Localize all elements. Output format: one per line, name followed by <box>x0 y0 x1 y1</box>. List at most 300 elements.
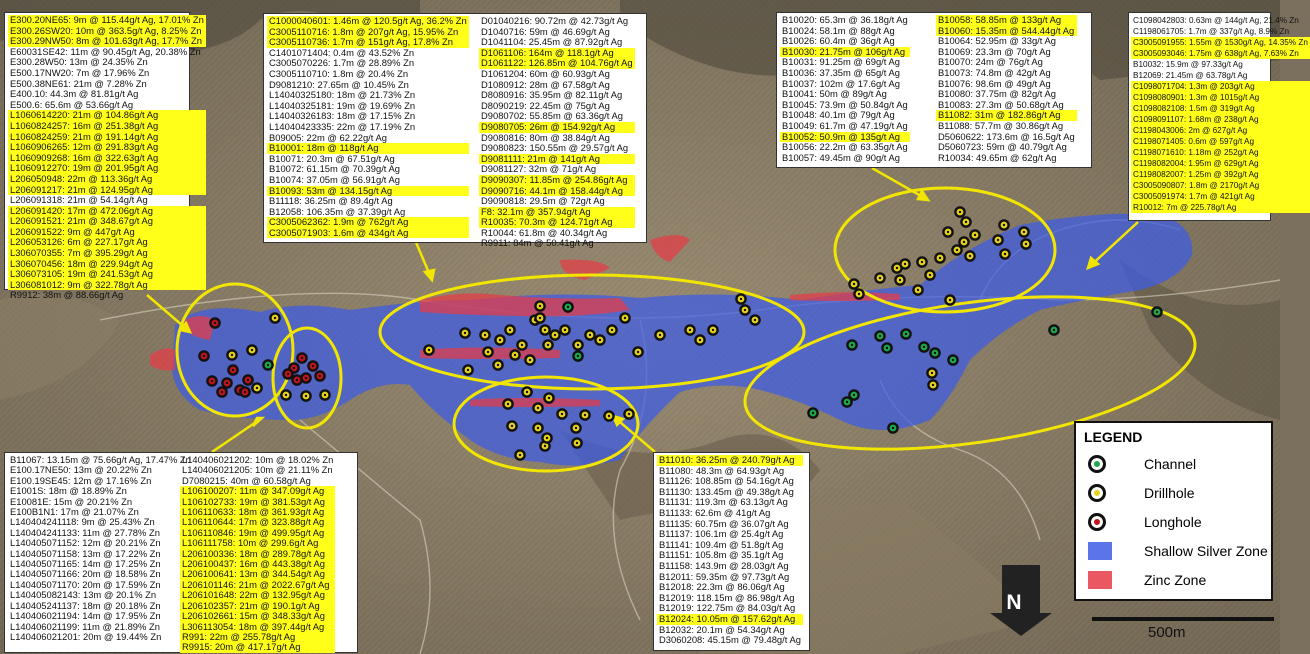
drillhole-marker-center <box>637 351 639 353</box>
callout-top-right-channel <box>1128 12 1308 221</box>
channel-marker-center <box>812 412 814 414</box>
legend-label: Drillhole <box>1144 485 1195 501</box>
channel-marker-center <box>886 347 888 349</box>
assay-line: B10030: 21.75m @ 106g/t Ag <box>780 47 910 58</box>
drillhole-marker-center <box>699 339 701 341</box>
drillhole-marker-center <box>624 317 626 319</box>
drillhole-marker-center <box>611 329 613 331</box>
legend-label: Longhole <box>1144 514 1202 530</box>
assay-line: B11137: 106.1m @ 25.4g/t Ag <box>659 528 784 540</box>
drillhole-marker-center <box>544 329 546 331</box>
assay-line: E1001S: 18m @ 18.89% Zn <box>10 485 127 497</box>
drillhole-marker-center <box>997 239 999 241</box>
channel-marker-center <box>934 352 936 354</box>
drillhole-marker-center <box>712 329 714 331</box>
drillhole-marker-center <box>537 427 539 429</box>
assay-line: B10073: 74.8m @ 42g/t Ag <box>938 66 1051 78</box>
legend-label: Zinc Zone <box>1144 572 1207 588</box>
drillhole-marker-center <box>956 249 958 251</box>
drillhole-marker-center <box>589 334 591 336</box>
assay-line: L206100641: 13m @ 344.54g/t Ag <box>180 569 335 579</box>
assay-line: C3005071903: 1.6m @ 434g/t Ag <box>267 228 469 239</box>
assay-line: L206101648: 22m @ 132.95g/t Ag <box>180 590 335 600</box>
assay-line: R9912: 38m @ 88.66g/t Ag <box>10 289 124 301</box>
assay-line: D8090219: 22.45m @ 75g/t Ag <box>481 99 610 111</box>
callout-column <box>1131 15 1310 213</box>
drillhole-marker-center <box>487 351 489 353</box>
assay-line: B10071: 20.3m @ 67.51g/t Ag <box>269 152 395 164</box>
assay-line: C1098080901: 1.3m @ 1015g/t Ag <box>1131 92 1310 103</box>
assay-line: L140406021201: 20m @ 19.44% Zn <box>10 630 162 642</box>
assay-line: B10045: 73.9m @ 50.84g/t Ag <box>782 98 908 110</box>
assay-line: B12069: 21.45m @ 63.78g/t Ag <box>1133 71 1248 80</box>
assay-line: L140404241118: 9m @ 25.43% Zn <box>10 516 155 528</box>
drillhole-marker-center <box>949 299 951 301</box>
assay-line: B10056: 22.2m @ 63.35g/t Ag <box>782 141 908 153</box>
assay-line: B10080: 37.75m @ 82g/t Ag <box>938 88 1056 100</box>
assay-line: L140405071158: 13m @ 17.22% Zn <box>10 547 161 559</box>
channel-marker-center <box>952 359 954 361</box>
drillhole-marker-center <box>754 319 756 321</box>
assay-line: B10057: 49.45m @ 90g/t Ag <box>782 151 900 163</box>
assay-line: C3005062362: 1.9m @ 762g/t Ag <box>267 217 469 228</box>
drillhole-marker-center <box>917 289 919 291</box>
assay-line: D9090307: 11.85m @ 254.86g/t Ag <box>479 175 635 186</box>
assay-line: L106100207: 11m @ 347.09g/t Ag <box>180 486 335 496</box>
assay-line: L206050948: 22m @ 113.36g/t Ag <box>8 174 206 185</box>
assay-line: L140405071170: 20m @ 17.59% Zn <box>10 578 161 590</box>
assay-line: B11151: 105.8m @ 35.1g/t Ag <box>659 549 784 561</box>
channel-marker-center <box>923 346 925 348</box>
drillhole-marker-center <box>744 309 746 311</box>
assay-line: L1060614220: 21m @ 104.86g/t Ag <box>8 110 206 121</box>
assay-line: E300.26SW20: 10m @ 363.5g/t Ag, 8.25% Zn <box>8 26 206 37</box>
assay-line: L106110644: 17m @ 323.88g/t Ag <box>180 517 335 527</box>
assay-line: L140404241133: 11m @ 27.78% Zn <box>10 526 160 538</box>
assay-line: L206091217: 21m @ 124.95g/t Ag <box>8 185 206 196</box>
channel-marker-center <box>267 364 269 366</box>
drillhole-marker-center <box>577 344 579 346</box>
drillhole-marker-center <box>484 334 486 336</box>
channel-marker-center <box>846 401 848 403</box>
longhole-marker-center <box>305 377 307 379</box>
channel-marker-center <box>1156 311 1158 313</box>
assay-line: L14040423335: 22m @ 17.19% Zn <box>269 120 416 132</box>
drillhole-marker-center <box>853 283 855 285</box>
channel-marker-center <box>879 335 881 337</box>
longhole-marker-center <box>296 379 298 381</box>
drillhole-marker-center <box>511 425 513 427</box>
assay-line: B10020: 65.3m @ 36.18g/t Ag <box>782 14 908 25</box>
assay-line: B10070: 24m @ 76g/t Ag <box>938 56 1043 68</box>
assay-line: R10034: 49.65m @ 62g/t Ag <box>938 151 1057 163</box>
assay-line: D5060723: 59m @ 40.79g/t Ag <box>938 141 1067 153</box>
drillhole-marker-center <box>544 445 546 447</box>
longhole-marker-center <box>211 380 213 382</box>
assay-line: D8080916: 35.95m @ 82.11g/t Ag <box>481 89 623 101</box>
assay-line: B12019: 118.15m @ 86.98g/t Ag <box>659 591 795 603</box>
drillhole-marker-center <box>537 407 539 409</box>
drillhole-marker-center <box>514 354 516 356</box>
assay-line: L106110846: 19m @ 499.95g/t Ag <box>180 528 335 538</box>
drillhole-marker-center <box>324 394 326 396</box>
assay-line: D01040216: 90.72m @ 42.73g/t Ag <box>481 15 629 26</box>
assay-line: L140406021194: 14m @ 17.95% Zn <box>10 610 161 622</box>
drillhole-marker-center <box>548 397 550 399</box>
assay-line: E10081E: 15m @ 20.21% Zn <box>10 495 133 507</box>
assay-line: L206102661: 15m @ 348.33g/t Ag <box>180 611 335 621</box>
longhole-marker-center <box>312 365 314 367</box>
assay-line: L1060824259: 21m @ 191.14g/t Ag <box>8 132 206 143</box>
assay-line: B10074: 37.05m @ 56.91g/t Ag <box>269 173 400 185</box>
assay-line: D9081210: 27.65m @ 10.45% Zn <box>269 78 409 90</box>
assay-line: B09005: 22m @ 62.22g/t Ag <box>269 131 387 143</box>
assay-line: D1040716: 59m @ 46.69g/t Ag <box>481 25 610 37</box>
callout-top-center <box>263 13 647 249</box>
drillhole-marker-center <box>879 277 881 279</box>
drillhole-marker-center <box>1003 224 1005 226</box>
assay-line: C1098042803: 0.63m @ 144g/t Ag, 21.4% Zn <box>1133 16 1299 25</box>
assay-line: L140405082143: 13m @ 20.1% Zn <box>10 589 157 601</box>
assay-line: L106102733: 19m @ 381.53g/t Ag <box>180 497 335 507</box>
channel-marker-center <box>853 394 855 396</box>
assay-line: C1098071704: 1.3m @ 203g/t Ag <box>1131 81 1310 92</box>
assay-line: D3060208: 45.15m @ 79.48g/t Ag <box>659 634 801 646</box>
longhole-marker-center <box>214 322 216 324</box>
assay-line: B12018: 22.3m @ 86.06g/t Ag <box>659 581 785 593</box>
assay-line: L206091318: 21m @ 54.14g/t Ag <box>10 194 148 206</box>
assay-line: R10044: 61.8m @ 40.34g/t Ag <box>481 226 608 238</box>
drillhole-marker-center <box>464 332 466 334</box>
longhole-marker-center <box>301 357 303 359</box>
assay-line: E300.29NW50: 8m @ 101.63g/t Ag, 17.7% Zn <box>8 36 206 47</box>
assay-line: D9080816: 80m @ 38.84g/t Ag <box>481 131 610 143</box>
drillhole-marker-center <box>539 317 541 319</box>
callout-column <box>657 455 803 646</box>
assay-line: B10064: 52.95m @ 33g/t Ag <box>938 35 1056 47</box>
assay-line: C1198071405: 0.6m @ 597g/t Ag <box>1131 136 1310 147</box>
assay-line: L206100336: 18m @ 289.78g/t Ag <box>180 549 335 559</box>
longhole-marker-center <box>293 367 295 369</box>
drillhole-marker-center <box>546 437 548 439</box>
assay-line: B11082: 31m @ 182.86g/t Ag <box>936 110 1077 121</box>
assay-line: E500.6: 65.6m @ 53.66g/t Ag <box>10 98 134 110</box>
assay-line: L206101146: 21m @ 2022.67g/t Ag <box>180 580 335 590</box>
drillhole-marker-center <box>509 329 511 331</box>
callout-column <box>780 15 910 163</box>
assay-line: L14040325180: 18m @ 21.73% Zn <box>269 89 416 101</box>
legend-item <box>1088 453 1273 475</box>
longhole-marker-center <box>226 382 228 384</box>
longhole-marker-center <box>232 369 234 371</box>
callout-column <box>180 455 335 653</box>
assay-line: E300.20NE65: 9m @ 115.44g/t Ag, 17.01% Zn <box>10 14 204 25</box>
assay-line: E300.28W50: 13m @ 24.35% Zn <box>10 56 148 68</box>
assay-line: L14040325181: 19m @ 19.69% Zn <box>269 99 416 111</box>
channel-marker-center <box>1053 329 1055 331</box>
assay-line: L206053126: 6m @ 227.17g/t Ag <box>8 237 206 248</box>
channel-marker-icon <box>1088 455 1106 473</box>
assay-line: C3005110710: 1.8m @ 20.4% Zn <box>269 67 409 79</box>
drillhole-marker-center <box>965 221 967 223</box>
assay-line: L14040326183: 18m @ 17.15% Zn <box>269 110 416 122</box>
assay-line: D5060622: 173.6m @ 16.5g/t Ag <box>938 130 1075 142</box>
assay-line: D1080912: 28m @ 67.58g/t Ag <box>481 78 610 90</box>
assay-line: C1198082007: 1.25m @ 392g/t Ag <box>1131 169 1310 180</box>
legend-item <box>1088 569 1273 591</box>
drillhole-marker-center <box>689 329 691 331</box>
drillhole-marker-center <box>959 211 961 213</box>
callout-top-left <box>4 12 204 301</box>
assay-line: L140405071165: 14m @ 17.25% Zn <box>10 558 161 570</box>
assay-line: C3005091955: 1.55m @ 1530g/t Ag, 14.35% Zn <box>1133 38 1308 47</box>
assay-line: E100.17NE50: 13m @ 20.22% Zn <box>10 464 152 476</box>
drillhole-marker-center <box>1023 231 1025 233</box>
assay-line: C1198082004: 1.95m @ 629g/t Ag <box>1131 158 1310 169</box>
assay-line: L106111758: 10m @ 299.6g/t Ag <box>180 538 335 548</box>
assay-line: L140405241137: 18m @ 20.18% Zn <box>10 599 161 611</box>
longhole-marker-center <box>221 391 223 393</box>
assay-line: C1098091107: 1.68m @ 238g/t Ag <box>1131 114 1310 125</box>
assay-line: L140405071166: 20m @ 18.58% Zn <box>10 568 161 580</box>
assay-line: B10058: 58.85m @ 133g/t Ag <box>936 15 1077 26</box>
assay-line: F8: 32.1m @ 357.94g/t Ag <box>479 207 635 218</box>
drillhole-marker-center <box>575 427 577 429</box>
assay-line: B10093: 53m @ 134.15g/t Ag <box>267 186 469 197</box>
legend-label: Shallow Silver Zone <box>1144 543 1268 559</box>
assay-line: C1000040601: 1.46m @ 120.5g/t Ag, 36.2% Zn <box>269 15 467 26</box>
assay-line: D9081111: 21m @ 141g/t Ag <box>479 154 635 165</box>
assay-line: L306073105: 19m @ 241.53g/t Ag <box>8 269 206 280</box>
drillhole-marker-center <box>599 339 601 341</box>
assay-line: D9090818: 29.5m @ 72g/t Ag <box>481 195 605 207</box>
drillhole-marker-center <box>231 354 233 356</box>
assay-line: L306113054: 18m @ 397.44g/t Ag <box>180 622 335 632</box>
assay-line: D7080215: 40m @ 60.58g/t Ag <box>182 474 311 486</box>
legend-label: Channel <box>1144 456 1197 472</box>
assay-line: C3005090807: 1.8m @ 2170g/t Ag <box>1131 180 1310 191</box>
assay-line: B12024: 10.05m @ 157.62g/t Ag <box>657 614 803 625</box>
drillhole-marker-center <box>519 454 521 456</box>
assay-line: B11158: 143.9m @ 28.03g/t Ag <box>659 559 789 571</box>
drillhole-marker-center <box>628 413 630 415</box>
assay-line: L140405071152: 12m @ 20.21% Zn <box>10 537 161 549</box>
drillhole-marker-center <box>931 372 933 374</box>
drillhole-marker-center <box>428 349 430 351</box>
assay-line: B10026: 60.4m @ 36g/t Ag <box>782 35 895 47</box>
drillhole-marker-center <box>858 293 860 295</box>
drillhole-marker-center <box>963 241 965 243</box>
drillhole-marker-center <box>539 305 541 307</box>
assay-line: B11126: 108.85m @ 54.16g/t Ag <box>659 475 794 487</box>
assay-line: B12058: 106.35m @ 37.39g/t Ag <box>269 205 406 217</box>
longhole-marker-center <box>244 391 246 393</box>
assay-line: B11010: 36.25m @ 240.79g/t Ag <box>657 455 803 466</box>
assay-line: L206102357: 21m @ 190.1g/t Ag <box>180 601 335 611</box>
scale-label: 500m <box>1148 624 1186 641</box>
assay-line: B12032: 20.1m @ 54.34g/t Ag <box>659 623 785 635</box>
drillhole-marker-center <box>305 395 307 397</box>
assay-line: D9090716: 44.1m @ 158.44g/t Ag <box>479 186 635 197</box>
callout-column <box>8 455 193 642</box>
assay-line: B10041: 50m @ 89g/t Ag <box>782 88 887 100</box>
assay-line: D1061106: 164m @ 118.1g/t Ag <box>479 48 635 59</box>
drillhole-marker-center <box>251 349 253 351</box>
assay-line: B10031: 91.25m @ 69g/t Ag <box>782 56 900 68</box>
assay-line: C1198043006: 2m @ 627g/t Ag <box>1131 125 1310 136</box>
assay-line: L206091420: 17m @ 472.06g/t Ag <box>8 206 206 217</box>
assay-line: L140406021199: 11m @ 21.89% Zn <box>10 620 160 632</box>
assay-line: C1198071610: 1.18m @ 252g/t Ag <box>1131 147 1310 158</box>
assay-line: B11141: 109.4m @ 51.8g/t Ag <box>659 538 784 550</box>
assay-line: C3005091974: 1.7m @ 421g/t Ag <box>1131 191 1310 202</box>
longhole-marker-center <box>319 375 321 377</box>
assay-line: C3005070226: 1.7m @ 28.89% Zn <box>269 57 415 69</box>
drillhole-marker-center <box>274 317 276 319</box>
assay-line: L1060912270: 19m @ 201.95g/t Ag <box>8 163 206 174</box>
silver-zone-swatch-icon <box>1088 542 1112 560</box>
assay-line: D9080823: 150.55m @ 29.57g/t Ag <box>481 142 629 154</box>
assay-line: D9080702: 55.85m @ 63.36g/t Ag <box>481 110 623 122</box>
longhole-marker-center <box>247 379 249 381</box>
callout-column <box>936 15 1077 163</box>
assay-line: C3005110736: 1.7m @ 151g/t Ag, 17.8% Zn <box>267 37 469 48</box>
drillhole-marker-center <box>584 414 586 416</box>
drillhole-marker-center <box>576 442 578 444</box>
assay-line: B11135: 60.75m @ 36.07g/t Ag <box>659 517 789 529</box>
drillhole-marker-center <box>932 384 934 386</box>
zinc-zone-swatch-icon <box>1088 571 1112 589</box>
assay-line: L306081012: 9m @ 322.78g/t Ag <box>8 280 206 291</box>
channel-marker-center <box>577 355 579 357</box>
drillhole-marker-icon <box>1088 484 1106 502</box>
assay-line: L1060906265: 12m @ 291.83g/t Ag <box>8 142 206 153</box>
assay-line: D9080705: 26m @ 154.92g/t Ag <box>479 122 635 133</box>
assay-line: C3005110716: 1.8m @ 207g/t Ag, 15.95% Zn <box>267 27 469 38</box>
assay-line: B11088: 57.7m @ 30.86g/t Ag <box>938 119 1064 131</box>
assay-line: B10049: 61.7m @ 47.19g/t Ag <box>782 119 908 131</box>
legend-panel <box>1074 421 1273 601</box>
assay-line: E100B1N1: 17m @ 21.07% Zn <box>10 506 139 518</box>
drillhole-marker-center <box>507 403 509 405</box>
assay-line: E500.38NE61: 21m @ 7.28% Zn <box>10 77 147 89</box>
assay-line: C1098082108: 1.5m @ 319g/t Ag <box>1131 103 1310 114</box>
assay-line: B10024: 58.1m @ 88g/t Ag <box>782 24 895 36</box>
assay-line: R991: 22m @ 255.78g/t Ag <box>180 632 335 642</box>
callout-top-right-drill <box>776 12 1092 168</box>
assay-line: D1061122: 126.85m @ 104.76g/t Ag <box>481 57 633 69</box>
assay-line: L306070355: 7m @ 395.29g/t Ag <box>8 248 206 259</box>
assay-line: B10052: 50.9m @ 135g/t Ag <box>780 132 910 143</box>
assay-line: C1198061705: 1.7m @ 337g/t Ag, 8.9% Zn <box>1133 27 1290 36</box>
assay-line: E500.17NW20: 7m @ 17.96% Zn <box>10 66 150 78</box>
assay-line: L106110633: 18m @ 361.93g/t Ag <box>180 507 335 517</box>
drillhole-marker-center <box>899 279 901 281</box>
assay-line: R10035: 70.3m @ 124.71g/t Ag <box>479 217 635 228</box>
drillhole-marker-center <box>921 261 923 263</box>
assay-line: L140406021202: 10m @ 18.02% Zn <box>182 454 334 465</box>
assay-line: B11133: 62.6m @ 41g/t Ag <box>659 506 771 518</box>
drillhole-marker-center <box>561 413 563 415</box>
drillhole-marker-center <box>521 344 523 346</box>
assay-line: B10072: 61.15m @ 70.39g/t Ag <box>269 163 400 175</box>
assay-line: R10012: 7m @ 225.78g/t Ag <box>1131 202 1310 213</box>
assay-line: L140406021205: 10m @ 21.11% Zn <box>182 464 333 476</box>
assay-line: L1060909268: 16m @ 322.63g/t Ag <box>8 153 206 164</box>
legend-item <box>1088 482 1273 504</box>
assay-line: B10083: 27.3m @ 50.68g/t Ag <box>938 98 1064 110</box>
drillhole-marker-center <box>969 255 971 257</box>
callout-bottom-left <box>4 452 358 653</box>
callout-bottom-center <box>653 452 810 651</box>
assay-line: B12011: 59.35m @ 97.73g/t Ag <box>659 570 790 582</box>
assay-line: L306070456: 18m @ 229.94g/t Ag <box>8 259 206 270</box>
assay-line: L206091521: 21m @ 348.67g/t Ag <box>8 216 206 227</box>
drillhole-marker-center <box>1004 253 1006 255</box>
assay-line: B10048: 40.1m @ 79g/t Ag <box>782 109 895 121</box>
assay-line: B10037: 102m @ 17.6g/t Ag <box>782 77 900 89</box>
drillhole-marker-center <box>1025 243 1027 245</box>
longhole-marker-icon <box>1088 513 1106 531</box>
drillhole-marker-center <box>547 344 549 346</box>
callout-column <box>479 16 635 249</box>
north-label: N <box>1006 591 1022 614</box>
drillhole-marker-center <box>740 298 742 300</box>
assay-line: L206100437: 16m @ 443.38g/t Ag <box>180 559 335 569</box>
drillhole-marker-center <box>608 415 610 417</box>
callout-column <box>267 16 469 238</box>
assay-line: E60031SE42: 11m @ 90.45g/t Ag, 20.38% Zn <box>10 45 201 57</box>
assay-line: B10001: 18m @ 118g/t Ag <box>267 143 469 154</box>
drillhole-marker-center <box>947 231 949 233</box>
callout-column <box>8 15 206 301</box>
assay-line: C3005093046: 1.75m @ 638g/t Ag, 7.63% Zn <box>1131 48 1310 59</box>
assay-line: B10032: 15.9m @ 97.33g/t Ag <box>1133 60 1243 69</box>
legend-title: LEGEND <box>1084 429 1143 445</box>
assay-line: B11118: 36.25m @ 89.4g/t Ag <box>269 195 393 207</box>
channel-marker-center <box>905 333 907 335</box>
longhole-marker-center <box>287 373 289 375</box>
channel-marker-center <box>567 306 569 308</box>
drillhole-marker-center <box>939 257 941 259</box>
assay-line: L1060824257: 16m @ 251.38g/t Ag <box>8 121 206 132</box>
drillhole-marker-center <box>285 394 287 396</box>
assay-line: D9081127: 32m @ 71g/t Ag <box>481 163 597 175</box>
assay-line: B10036: 37.35m @ 65g/t Ag <box>782 66 900 78</box>
legend-item <box>1088 511 1273 533</box>
assay-line: B10076: 98.6m @ 49g/t Ag <box>938 77 1051 89</box>
assay-line: B10060: 15.35m @ 544.44g/t Ag <box>936 26 1077 37</box>
assay-line: B11080: 48.3m @ 64.93g/t Ag <box>659 464 785 476</box>
scale-bar <box>1092 617 1274 621</box>
drillhole-marker-center <box>659 334 661 336</box>
longhole-marker-center <box>203 355 205 357</box>
assay-line: B12019: 122.75m @ 84.03g/t Ag <box>659 602 796 614</box>
assay-line: R9915: 20m @ 417.17g/t Ag <box>180 642 335 652</box>
assay-line: B10069: 23.3m @ 70g/t Ag <box>938 45 1051 57</box>
drillhole-marker-center <box>497 364 499 366</box>
assay-line: D1041104: 25.45m @ 87.92g/t Ag <box>481 36 623 48</box>
drillhole-marker-center <box>564 329 566 331</box>
drillhole-marker-center <box>526 391 528 393</box>
drillhole-marker-center <box>467 369 469 371</box>
assay-line: E400.10: 44.3m @ 81.81g/t Ag <box>10 88 139 100</box>
drillhole-marker-center <box>256 387 258 389</box>
assay-line: B11067: 13.15m @ 75.66g/t Ag, 17.47% Zn <box>10 454 191 465</box>
assay-line: D1061204: 60m @ 60.93g/t Ag <box>481 67 610 79</box>
drillhole-marker-center <box>529 359 531 361</box>
assay-line: B11130: 133.45m @ 49.38g/t Ag <box>659 485 794 497</box>
